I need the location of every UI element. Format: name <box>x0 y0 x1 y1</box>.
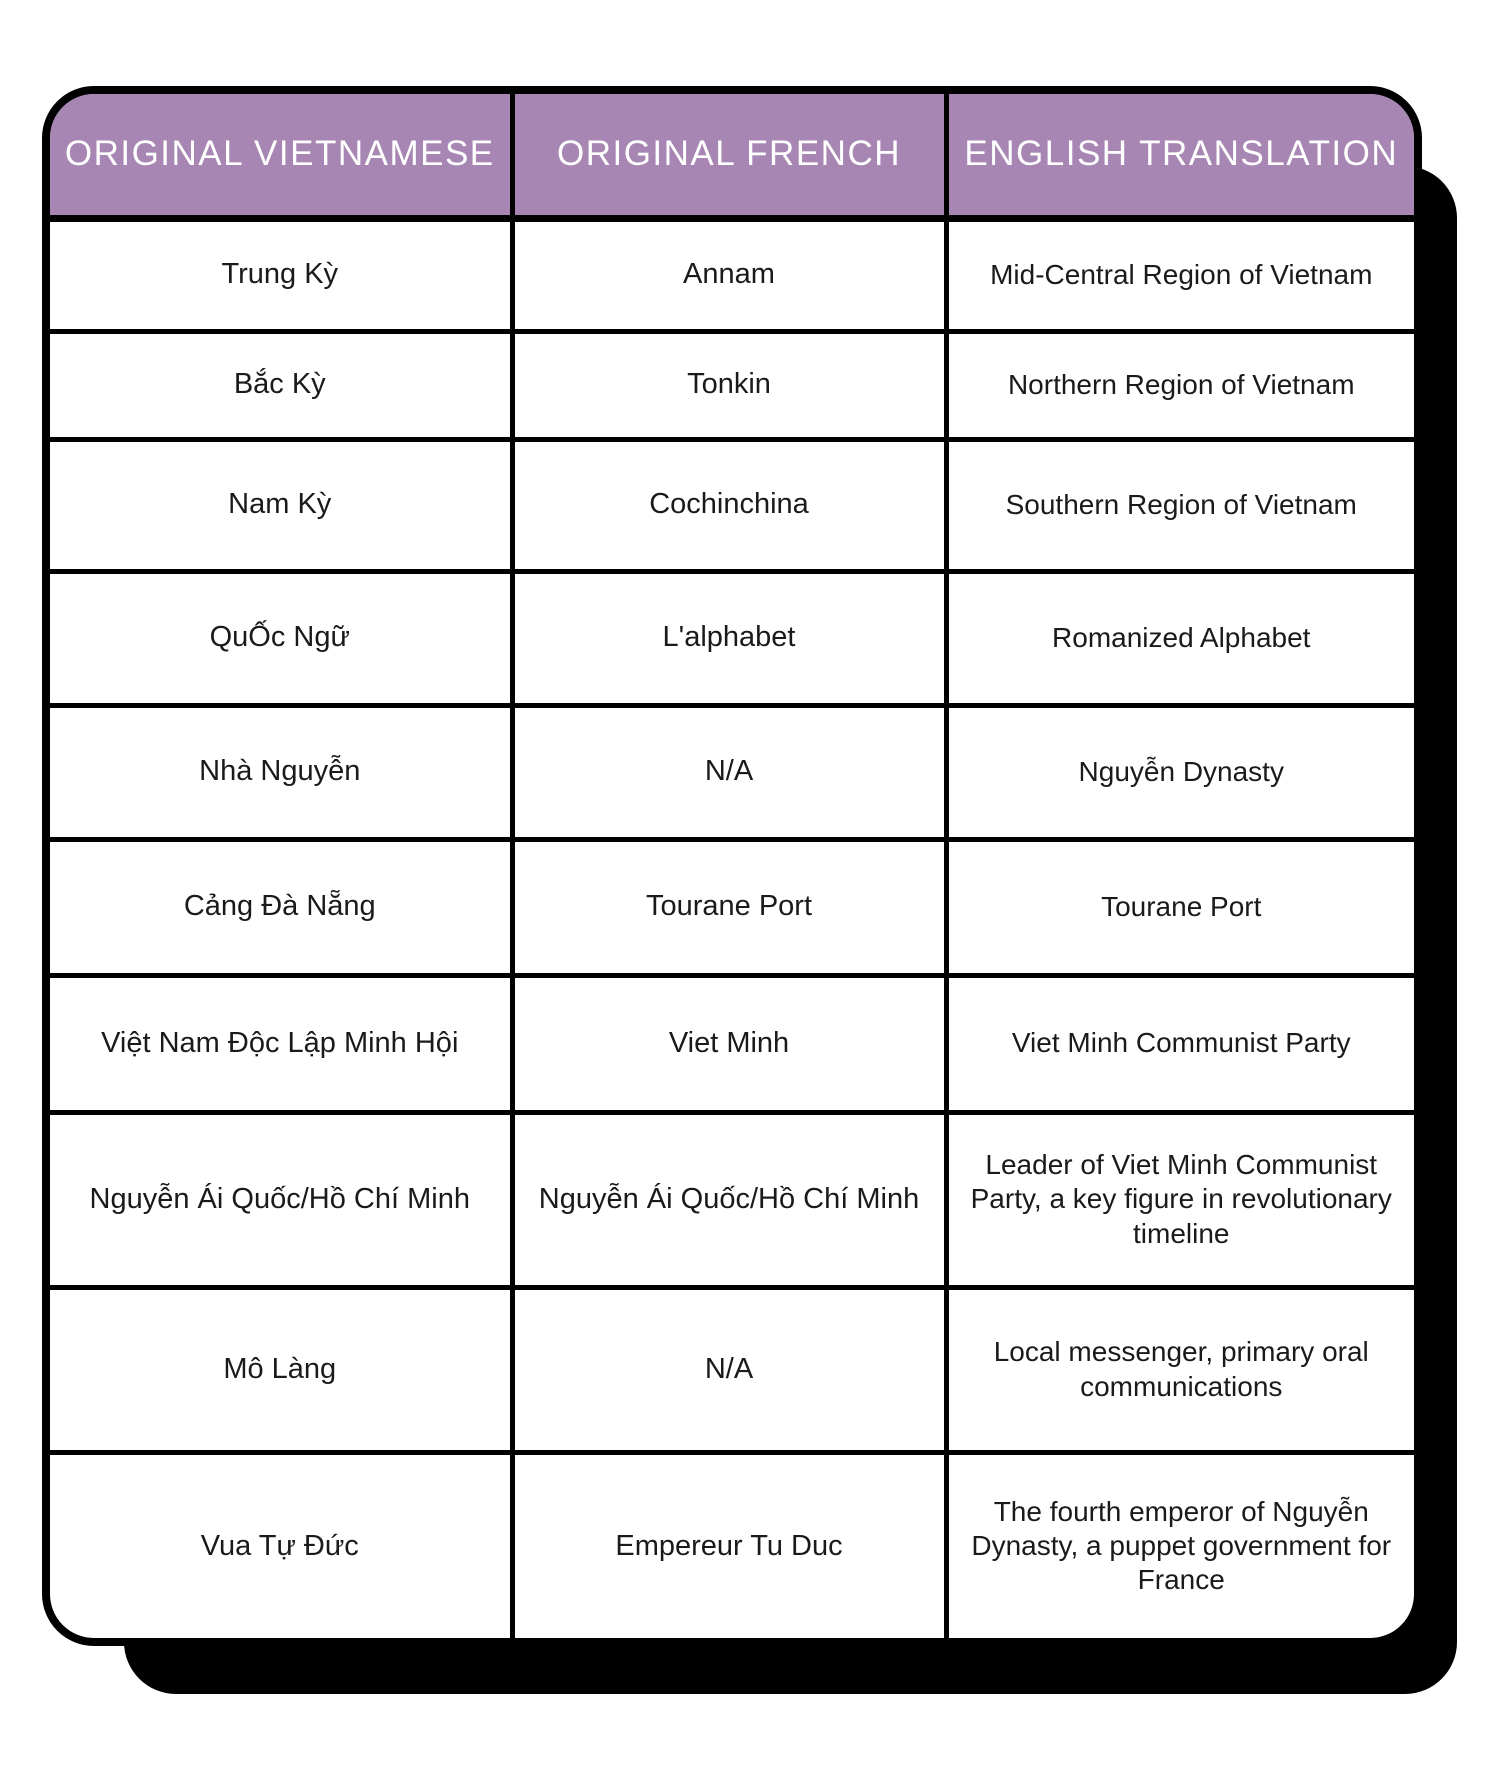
cell-vietnamese: Trung Kỳ <box>50 218 512 331</box>
cell-vietnamese: Nhà Nguyễn <box>50 705 512 839</box>
cell-vietnamese: Nguyễn Ái Quốc/Hồ Chí Minh <box>50 1112 512 1287</box>
table-row <box>50 331 1414 439</box>
cell-french: Tourane Port <box>512 839 946 975</box>
table-row <box>50 839 1414 975</box>
translation-table <box>50 94 1414 1638</box>
table-header-row <box>50 94 1414 218</box>
cell-french: Tonkin <box>512 331 946 439</box>
cell-french: L'alphabet <box>512 571 946 705</box>
cell-english: Nguyễn Dynasty <box>946 705 1414 839</box>
table-row <box>50 705 1414 839</box>
table-row <box>50 439 1414 571</box>
cell-french: N/A <box>512 1287 946 1452</box>
cell-french: N/A <box>512 705 946 839</box>
table-row <box>50 975 1414 1112</box>
cell-english: Southern Region of Vietnam <box>946 439 1414 571</box>
translation-table-card <box>42 86 1422 1646</box>
table-row <box>50 218 1414 331</box>
cell-english: Local messenger, primary oral communications <box>946 1287 1414 1452</box>
cell-vietnamese: Việt Nam Độc Lập Minh Hội <box>50 975 512 1112</box>
table-row <box>50 1287 1414 1452</box>
header-original-french: ORIGINAL FRENCH <box>512 94 946 218</box>
table-row <box>50 571 1414 705</box>
table-row <box>50 1112 1414 1287</box>
header-original-vietnamese: ORIGINAL VIETNAMESE <box>50 94 512 218</box>
cell-french: Viet Minh <box>512 975 946 1112</box>
cell-vietnamese: Nam Kỳ <box>50 439 512 571</box>
cell-english: Leader of Viet Minh Communist Party, a key figure in revolutionary timeline <box>946 1112 1414 1287</box>
cell-english: The fourth emperor of Nguyễn Dynasty, a puppet government for France <box>971 1496 1392 1596</box>
cell-english: Northern Region of Vietnam <box>946 331 1414 439</box>
cell-french: Cochinchina <box>512 439 946 571</box>
cell-vietnamese: Cảng Đà Nẵng <box>50 839 512 975</box>
cell-vietnamese: QuỐc Ngữ <box>50 571 512 705</box>
cell-vietnamese: Mô Làng <box>50 1287 512 1452</box>
cell-english: Romanized Alphabet <box>946 571 1414 705</box>
cell-english: Viet Minh Communist Party <box>946 975 1414 1112</box>
cell-english: Mid-Central Region of Vietnam <box>946 218 1414 331</box>
table-row <box>50 1452 1414 1638</box>
cell-french: Annam <box>512 218 946 331</box>
cell-french: Empereur Tu Duc <box>512 1452 946 1638</box>
header-english-translation: ENGLISH TRANSLATION <box>946 94 1414 218</box>
cell-vietnamese: Vua Tự Đức <box>50 1452 512 1638</box>
cell-french: Nguyễn Ái Quốc/Hồ Chí Minh <box>512 1112 946 1287</box>
cell-vietnamese: Bắc Kỳ <box>50 331 512 439</box>
cell-english: Tourane Port <box>946 839 1414 975</box>
